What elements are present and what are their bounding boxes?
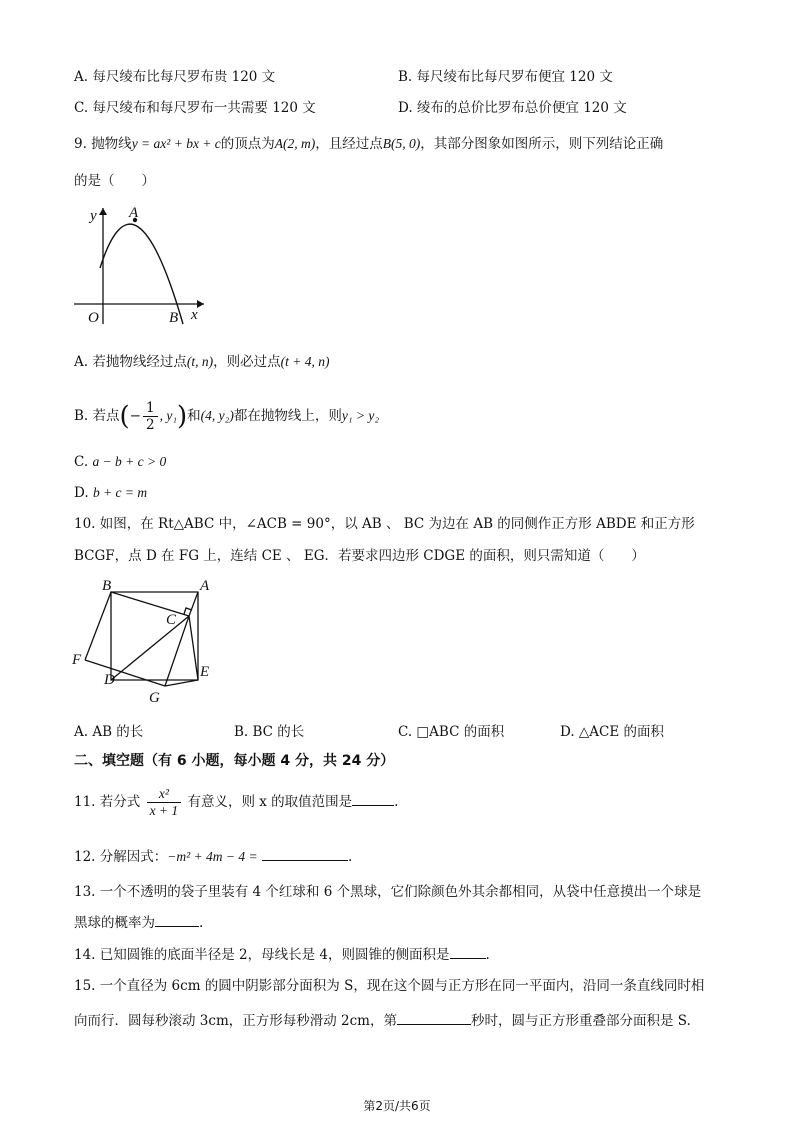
q9-option-a-text: A. 若抛物线经过点: [74, 354, 187, 370]
page-footer: 第2页/共6页: [363, 1099, 431, 1113]
q9-option-d: D. b + c = m: [74, 485, 148, 501]
segment-ac: [189, 592, 198, 616]
q9-point-b: B(5, 0): [382, 136, 421, 151]
q13-line1: 13. 一个不透明的袋子里装有 4 个红球和 6 个黑球，它们除颜色外其余都相同，从袋中任意摸出一个球是: [74, 884, 702, 900]
q11-fraction: $\frac{\text{x²}}{x + 1}$: [147, 786, 182, 819]
label-a: A: [200, 578, 210, 594]
q11-text-post: 有意义，则 x 的取值范围是: [187, 794, 353, 810]
q11: 11. 若分式 $\frac{\text{x²}}{x + 1}$ 有意义，则 x 的取值范围是 .: [74, 786, 399, 818]
q9-option-c: C. a − b + c > 0: [74, 454, 167, 470]
q10-option-a: A. AB 的长: [74, 724, 144, 740]
q15-answer-blank[interactable]: [397, 1010, 471, 1025]
q8-option-a: A. 每尺绫布比每尺罗布贵 120 文: [74, 69, 276, 85]
label-g: G: [149, 690, 160, 706]
q9-option-a-point1: (t, n): [186, 354, 214, 369]
label-d: D: [104, 672, 115, 688]
segment-fg: [85, 660, 165, 686]
q13-answer-blank[interactable]: [155, 912, 199, 927]
segment-bf: [85, 592, 111, 660]
q15-line1: 15. 一个直径为 6cm 的圆中阴影部分面积为 S，现在这个圆与正方形在同一平面内，沿同一条直线同时相: [74, 978, 705, 994]
segment-ce: [189, 616, 198, 680]
q10-stem-line2: BCGF，点 D 在 FG 上，连结 CE 、 EG．若要求四边形 CDGE 的面积，则只需知道（ ）: [74, 548, 645, 564]
q9-option-d-eq: b + c = m: [92, 485, 148, 500]
point-b-label: B: [169, 310, 179, 326]
x-axis-arrow: [197, 300, 204, 308]
q9-option-b-minus: −: [129, 408, 141, 424]
segment-bc: [111, 592, 189, 616]
q9-text-3: ，且经过点: [315, 136, 383, 152]
label-f: F: [72, 652, 82, 668]
q10-geometry-figure: [66, 574, 226, 710]
q9-number: 9.: [74, 136, 87, 152]
y-axis-label: y: [90, 208, 97, 224]
q10-stem-line1: 10. 如图，在 Rt△ABC 中，∠ACB = 90°，以 AB 、 BC 为边在 AB 的同侧作正方形 ABDE 和正方形: [74, 516, 695, 532]
q8-option-c: C. 每尺绫布和每尺罗布一共需要 120 文: [74, 100, 316, 116]
q9-option-b-inequality: y₁ > y₂: [341, 408, 380, 423]
q10-option-b: B. BC 的长: [234, 724, 305, 740]
q14-answer-blank[interactable]: [450, 944, 486, 959]
q9-option-b-y1: , y₁: [159, 408, 178, 423]
q12-text: 12. 分解因式：: [74, 849, 168, 865]
q9-option-b-point2: (4, y₂): [200, 408, 234, 423]
y-axis-arrow: [99, 208, 107, 215]
q9-stem: [74, 134, 663, 154]
q12-expression: −m² + 4m − 4 =: [167, 849, 258, 864]
q9-option-a-point2: (t + 4, n): [280, 354, 330, 369]
q9-vertex: A(2, m): [274, 136, 316, 151]
segment-eg: [165, 680, 198, 686]
q9-option-b: B. 若点(− $\frac{1}{2}$ , y₁)和(4, y₂)都在抛物线上，则y₁ > y₂: [74, 400, 380, 433]
q11-text-pre: 11. 若分式: [74, 794, 141, 810]
q14: 14. 已知圆锥的底面半径是 2，母线长是 4，则圆锥的侧面积是 .: [74, 944, 490, 965]
q10-option-d: D. △ACE 的面积: [560, 724, 665, 740]
label-b: B: [102, 578, 112, 594]
label-c: C: [166, 612, 177, 628]
q9-equation: y = ax² + bx + c: [131, 136, 221, 151]
q9-text-1: 抛物线: [91, 136, 132, 152]
q12: 12. 分解因式：−m² + 4m − 4 = .: [74, 846, 352, 867]
label-e: E: [200, 664, 210, 680]
q9-option-b-mid: 都在抛物线上，则: [233, 408, 342, 424]
q11-answer-blank[interactable]: [352, 791, 394, 806]
q9-option-c-eq: a − b + c > 0: [92, 454, 167, 469]
q10-option-c: C. □ABC 的面积: [398, 724, 505, 740]
origin-label: O: [88, 310, 99, 326]
vertex-label: A: [129, 205, 139, 221]
q8-option-b: B. 每尺绫布比每尺罗布便宜 120 文: [398, 69, 613, 85]
q9-option-b-fraction: $\frac{1}{2}$: [143, 400, 158, 433]
q15-line2: 向而行．圆每秒滚动 3cm，正方形每秒滑动 2cm，第 秒时，圆与正方形重叠部分面积是 S.: [74, 1010, 691, 1031]
q9-option-b-text: B. 若点: [74, 408, 120, 424]
x-axis-label: x: [191, 307, 198, 323]
q9-option-b-and: 和: [187, 408, 201, 424]
segment-cd: [111, 616, 189, 680]
q9-text-2: 的顶点为: [220, 136, 275, 152]
q9-parabola-graph: [68, 200, 218, 330]
q9-text-4: ，其部分图象如图所示，则下列结论正确: [420, 136, 664, 152]
section-heading: 二、填空题（有 6 小题，每小题 4 分，共 24 分）: [74, 753, 395, 769]
q9-option-a: [74, 352, 329, 372]
q8-option-d: D. 绫布的总价比罗布总价便宜 120 文: [398, 100, 627, 116]
q13-line2: 黑球的概率为 .: [74, 912, 203, 933]
q9-stem-line2: 的是（ ）: [74, 173, 155, 189]
q9-option-a-mid: ，则必过点: [213, 354, 281, 370]
q12-answer-blank[interactable]: [262, 846, 348, 861]
